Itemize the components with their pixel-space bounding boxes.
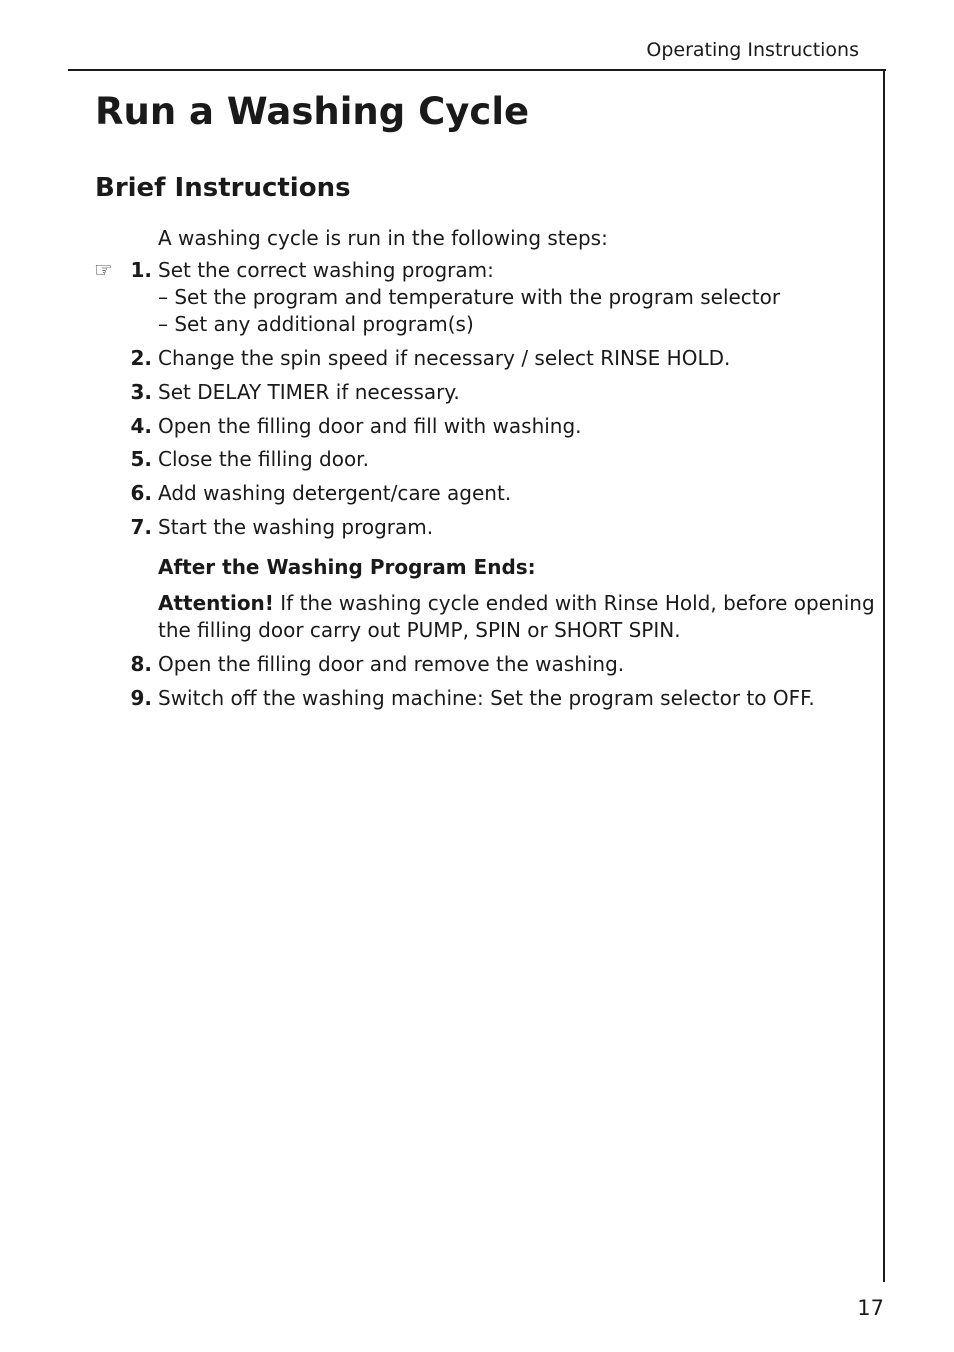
running-header: Operating Instructions (646, 39, 859, 61)
section-heading: Brief Instructions (95, 173, 351, 203)
step-text: Change the spin speed if necessary / select RINSE HOLD. (158, 346, 731, 370)
side-rule (883, 69, 885, 1282)
after-program-heading: After the Washing Program Ends: (158, 555, 536, 579)
sub-step: – Set the program and temperature with the program selector (158, 285, 781, 309)
step-text: Close the filling door. (158, 447, 369, 471)
step-number: 6. (130, 481, 152, 505)
step-number: 8. (130, 652, 152, 676)
step-text: Start the washing program. (158, 515, 434, 539)
step-number: 2. (130, 346, 152, 370)
step-text: Set DELAY TIMER if necessary. (158, 380, 460, 404)
attention-text-continued: the filling door carry out PUMP, SPIN or SHORT SPIN. (158, 618, 681, 642)
page-number: 17 (857, 1296, 884, 1320)
pointing-hand-icon: ☞ (94, 258, 113, 282)
step-text: Open the filling door and remove the washing. (158, 652, 625, 676)
step-number: 4. (130, 414, 152, 438)
attention-note (158, 590, 875, 617)
step-text: Open the filling door and fill with washing. (158, 414, 582, 438)
step-number: 5. (130, 447, 152, 471)
page-title: Run a Washing Cycle (95, 90, 530, 133)
intro-text: A washing cycle is run in the following steps: (158, 226, 608, 250)
header-rule (68, 69, 886, 71)
step-number: 7. (130, 515, 152, 539)
step-number: 3. (130, 380, 152, 404)
step-text: Add washing detergent/care agent. (158, 481, 512, 505)
step-number: 1. (130, 258, 152, 282)
attention-label: Attention! (158, 591, 274, 615)
sub-step: – Set any additional program(s) (158, 312, 474, 336)
step-text: Switch off the washing machine: Set the program selector to OFF. (158, 686, 815, 710)
step-text: Set the correct washing program: (158, 258, 494, 282)
step-number: 9. (130, 686, 152, 710)
attention-text: If the washing cycle ended with Rinse Hold, before opening (273, 591, 875, 615)
